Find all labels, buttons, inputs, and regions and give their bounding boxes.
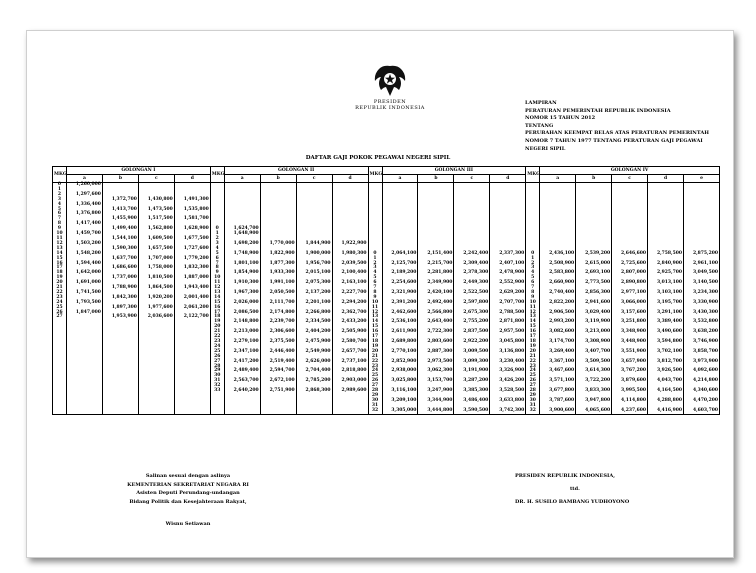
subgroup-header: c xyxy=(454,175,490,183)
lampiran-line: NEGERI SIPIL xyxy=(525,145,566,152)
salary-column-g3-b: 2,151,400 2,215,700 2,281,800 2,349,900 2,420,100 2,492,400 2,566,800 2,643,400 2,722,300 2,803,600 2,887,300 2,973,500 3,062,300 3,153,700 3,247,900 3,344,900 3,444,800 xyxy=(418,183,454,415)
salary-column-g2-c: 1,844,900 1,900,000 1,956,700 2,015,100 2,075,300 2,137,200 2,201,100 2,266,800 2,334,500 2,404,200 2,475,900 2,549,900 2,626,000 2,704,400 2,785,200 2,868,300 xyxy=(296,183,332,415)
certification-line: Asisten Deputi Perundang-undangan xyxy=(136,490,240,496)
mkg-header: MKG xyxy=(53,167,67,183)
group-header-row xyxy=(53,167,720,175)
emblem-block xyxy=(340,63,440,111)
salary-column-g4-d: 2,758,500 2,840,900 2,925,700 3,013,100 3,103,100 3,195,700 3,291,100 3,389,400 3,490,600 3,594,800 3,702,100 3,812,700 3,926,500 4,043,700 4,164,500 4,288,800 4,416,900 xyxy=(648,183,684,415)
salary-column-g4-a: 2,436,100 2,508,900 2,583,800 2,660,900 2,740,400 2,822,200 2,906,500 2,993,200 3,082,600 3,174,700 3,269,400 3,367,100 3,467,600 3,571,100 3,677,800 3,787,600 3,900,600 xyxy=(540,183,576,415)
garuda-emblem-icon xyxy=(371,63,409,99)
mkg-column-g3: 0 1 2 3 4 5 6 7 8 9 10 11 12 13 14 15 16 17 18 19 20 21 22 23 24 25 26 27 28 29 30 31 32 xyxy=(368,183,382,415)
salary-column-g3-a: 2,064,100 2,125,700 2,189,200 2,254,600 2,321,900 2,391,200 2,462,600 2,536,100 2,611,900 2,689,800 2,770,100 2,852,900 2,938,000 3,025,800 3,116,100 3,209,100 3,305,000 xyxy=(382,183,418,415)
subgroup-header: a xyxy=(540,175,576,183)
salary-column-g1-b: 1,372,700 1,413,700 1,455,900 1,499,400 1,544,100 1,590,300 1,637,700 1,686,600 1,737,000 1,788,900 1,842,300 1,897,300 1,953,900 xyxy=(102,183,138,415)
emblem-caption-republik: REPUBLIK INDONESIA xyxy=(355,105,425,111)
salary-table xyxy=(52,166,720,415)
salary-column-g4-b: 2,539,200 2,615,000 2,693,100 2,773,500 2,856,300 2,941,600 3,029,400 3,119,900 3,213,000 3,308,900 3,407,700 3,509,500 3,614,300 3,722,200 3,833,300 3,947,800 4,065,600 xyxy=(576,183,612,415)
salary-column-g1-a: 1,260,000 1,297,600 1,336,400 1,376,800 1,417,400 1,459,700 1,503,200 1,548,200 1,594,400 1,642,000 1,691,000 1,741,500 1,793,500 1,847,000 xyxy=(67,183,103,415)
golongan-header: GOLONGAN II xyxy=(224,167,368,175)
table-title: DAFTAR GAJI POKOK PEGAWAI NEGERI SIPIL xyxy=(305,155,451,161)
subgroup-header: b xyxy=(102,175,138,183)
salary-column-g2-d: 1,922,900 1,980,300 2,039,500 2,100,400 2,163,100 2,227,700 2,294,200 2,362,700 2,433,200 2,505,900 2,580,700 2,657,700 2,737,100 2,818,800 2,903,000 2,989,600 xyxy=(332,183,368,415)
subgroup-header: d xyxy=(648,175,684,183)
subgroup-header: b xyxy=(576,175,612,183)
golongan-header: GOLONGAN I xyxy=(67,167,211,175)
signature-title: PRESIDEN REPUBLIK INDONESIA, xyxy=(515,473,615,479)
golongan-header: GOLONGAN IV xyxy=(540,167,720,175)
salary-column-g2-b: 1,770,000 1,822,900 1,877,300 1,933,300 1,991,100 2,050,500 2,111,700 2,174,800 2,239,700 2,306,600 2,375,500 2,446,400 2,519,400 2,594,700 2,672,100 2,751,900 xyxy=(260,183,296,415)
emblem-caption-presiden: PRESIDEN xyxy=(373,99,407,105)
salary-column-g4-e: 2,875,200 2,961,100 3,049,500 3,140,500 3,234,300 3,330,900 3,430,300 3,532,800 3,638,200 3,746,900 3,858,700 3,973,900 4,092,600 4,214,800 4,340,600 4,470,200 4,603,700 xyxy=(684,183,720,415)
subgroup-header: a xyxy=(67,175,103,183)
salary-column-g3-d: 2,337,300 2,407,100 2,478,900 2,552,900 2,629,200 2,707,700 2,788,500 2,871,800 2,957,500 3,045,800 3,136,800 3,230,400 3,326,900 3,426,200 3,528,500 3,633,800 3,742,300 xyxy=(490,183,526,415)
subgroup-header: d xyxy=(332,175,368,183)
salary-column-g2-a: 1,624,700 1,648,900 1,698,200 1,748,900 1,801,100 1,854,900 1,910,300 1,967,300 2,026,000 2,086,500 2,148,800 2,213,000 2,279,100 2,347,100 2,417,200 2,489,400 2,563,700 2,640,200 xyxy=(224,183,260,415)
subgroup-header: a xyxy=(382,175,418,183)
signature-block xyxy=(515,472,675,507)
subgroup-header: c xyxy=(296,175,332,183)
salary-column-g4-c: 2,646,600 2,725,600 2,807,000 2,890,800 2,977,100 3,066,000 3,157,600 3,251,800 3,348,900 3,448,900 3,551,900 3,657,900 3,767,200 3,879,600 3,995,500 4,114,800 4,237,600 xyxy=(612,183,648,415)
certification-block xyxy=(58,472,318,529)
certification-line: Salinan sesuai dengan aslinya xyxy=(145,473,231,479)
salary-column-g1-d: 1,491,300 1,535,800 1,581,700 1,628,900 1,677,500 1,727,600 1,779,200 1,832,300 1,887,000 1,943,400 2,001,400 2,061,200 2,122,700 xyxy=(174,183,210,415)
signatory-name: DR. H. SUSILO BAMBANG YUDHOYONO xyxy=(515,499,630,505)
certification-line: KEMENTERIAN SEKRETARIAT NEGARA RI xyxy=(127,481,249,488)
mkg-header: MKG xyxy=(210,167,224,183)
lampiran-line: PERATURAN PEMERINTAH REPUBLIK INDONESIA xyxy=(525,107,671,114)
subgroup-header: e xyxy=(684,175,720,183)
lampiran-line: NOMOR 7 TAHUN 1977 TENTANG PERATURAN GAJI PEGAWAI xyxy=(525,137,703,144)
salary-column-g1-c: 1,430,800 1,473,500 1,517,500 1,562,800 1,609,500 1,657,500 1,707,000 1,758,000 1,810,500 1,864,500 1,920,200 1,977,600 2,036,600 xyxy=(138,183,174,415)
subgroup-header: b xyxy=(418,175,454,183)
subgroup-header: a xyxy=(224,175,260,183)
salary-body-row xyxy=(53,183,720,415)
subgroup-header: d xyxy=(174,175,210,183)
salary-column-g3-c: 2,242,400 2,309,400 2,378,300 2,449,300 2,522,500 2,597,800 2,675,300 2,755,200 2,837,500 2,922,200 3,009,500 3,099,300 3,191,900 3,287,200 3,385,300 3,486,400 3,590,500 xyxy=(454,183,490,415)
mkg-column-g4: 0 1 2 3 4 5 6 7 8 9 10 11 12 13 14 15 16 17 18 19 20 21 22 23 24 25 26 27 28 29 30 31 32 xyxy=(526,183,540,415)
subgroup-header-row xyxy=(53,175,720,183)
signature-ttd: ttd. xyxy=(570,486,580,492)
mkg-column-g1: 0 1 2 3 4 5 6 7 8 9 10 11 12 13 14 15 16 17 18 19 20 21 22 23 24 25 26 27 xyxy=(53,183,67,415)
subgroup-header: c xyxy=(612,175,648,183)
lampiran-line: PERUBAHAN KEEMPAT BELAS ATAS PERATURAN PEMERINTAH xyxy=(525,130,709,137)
mkg-header: MKG xyxy=(526,167,540,183)
certifier-name: Wisnu Setiawan xyxy=(165,521,211,527)
lampiran-block xyxy=(525,100,730,153)
mkg-column-g2: 0 1 2 3 4 5 6 7 8 9 10 11 12 13 14 15 16 17 18 19 20 21 22 23 24 25 26 27 28 29 30 31 32 33 xyxy=(210,183,224,415)
subgroup-header: c xyxy=(138,175,174,183)
lampiran-line: TENTANG xyxy=(525,122,554,129)
mkg-header: MKG xyxy=(368,167,382,183)
subgroup-header: d xyxy=(490,175,526,183)
subgroup-header: b xyxy=(260,175,296,183)
lampiran-line: NOMOR 15 TAHUN 2012 xyxy=(525,115,596,122)
lampiran-line: LAMPIRAN xyxy=(525,100,557,106)
golongan-header: GOLONGAN III xyxy=(382,167,526,175)
certification-line: Bidang Politik dan Kesejahteraan Rakyat, xyxy=(129,498,247,505)
